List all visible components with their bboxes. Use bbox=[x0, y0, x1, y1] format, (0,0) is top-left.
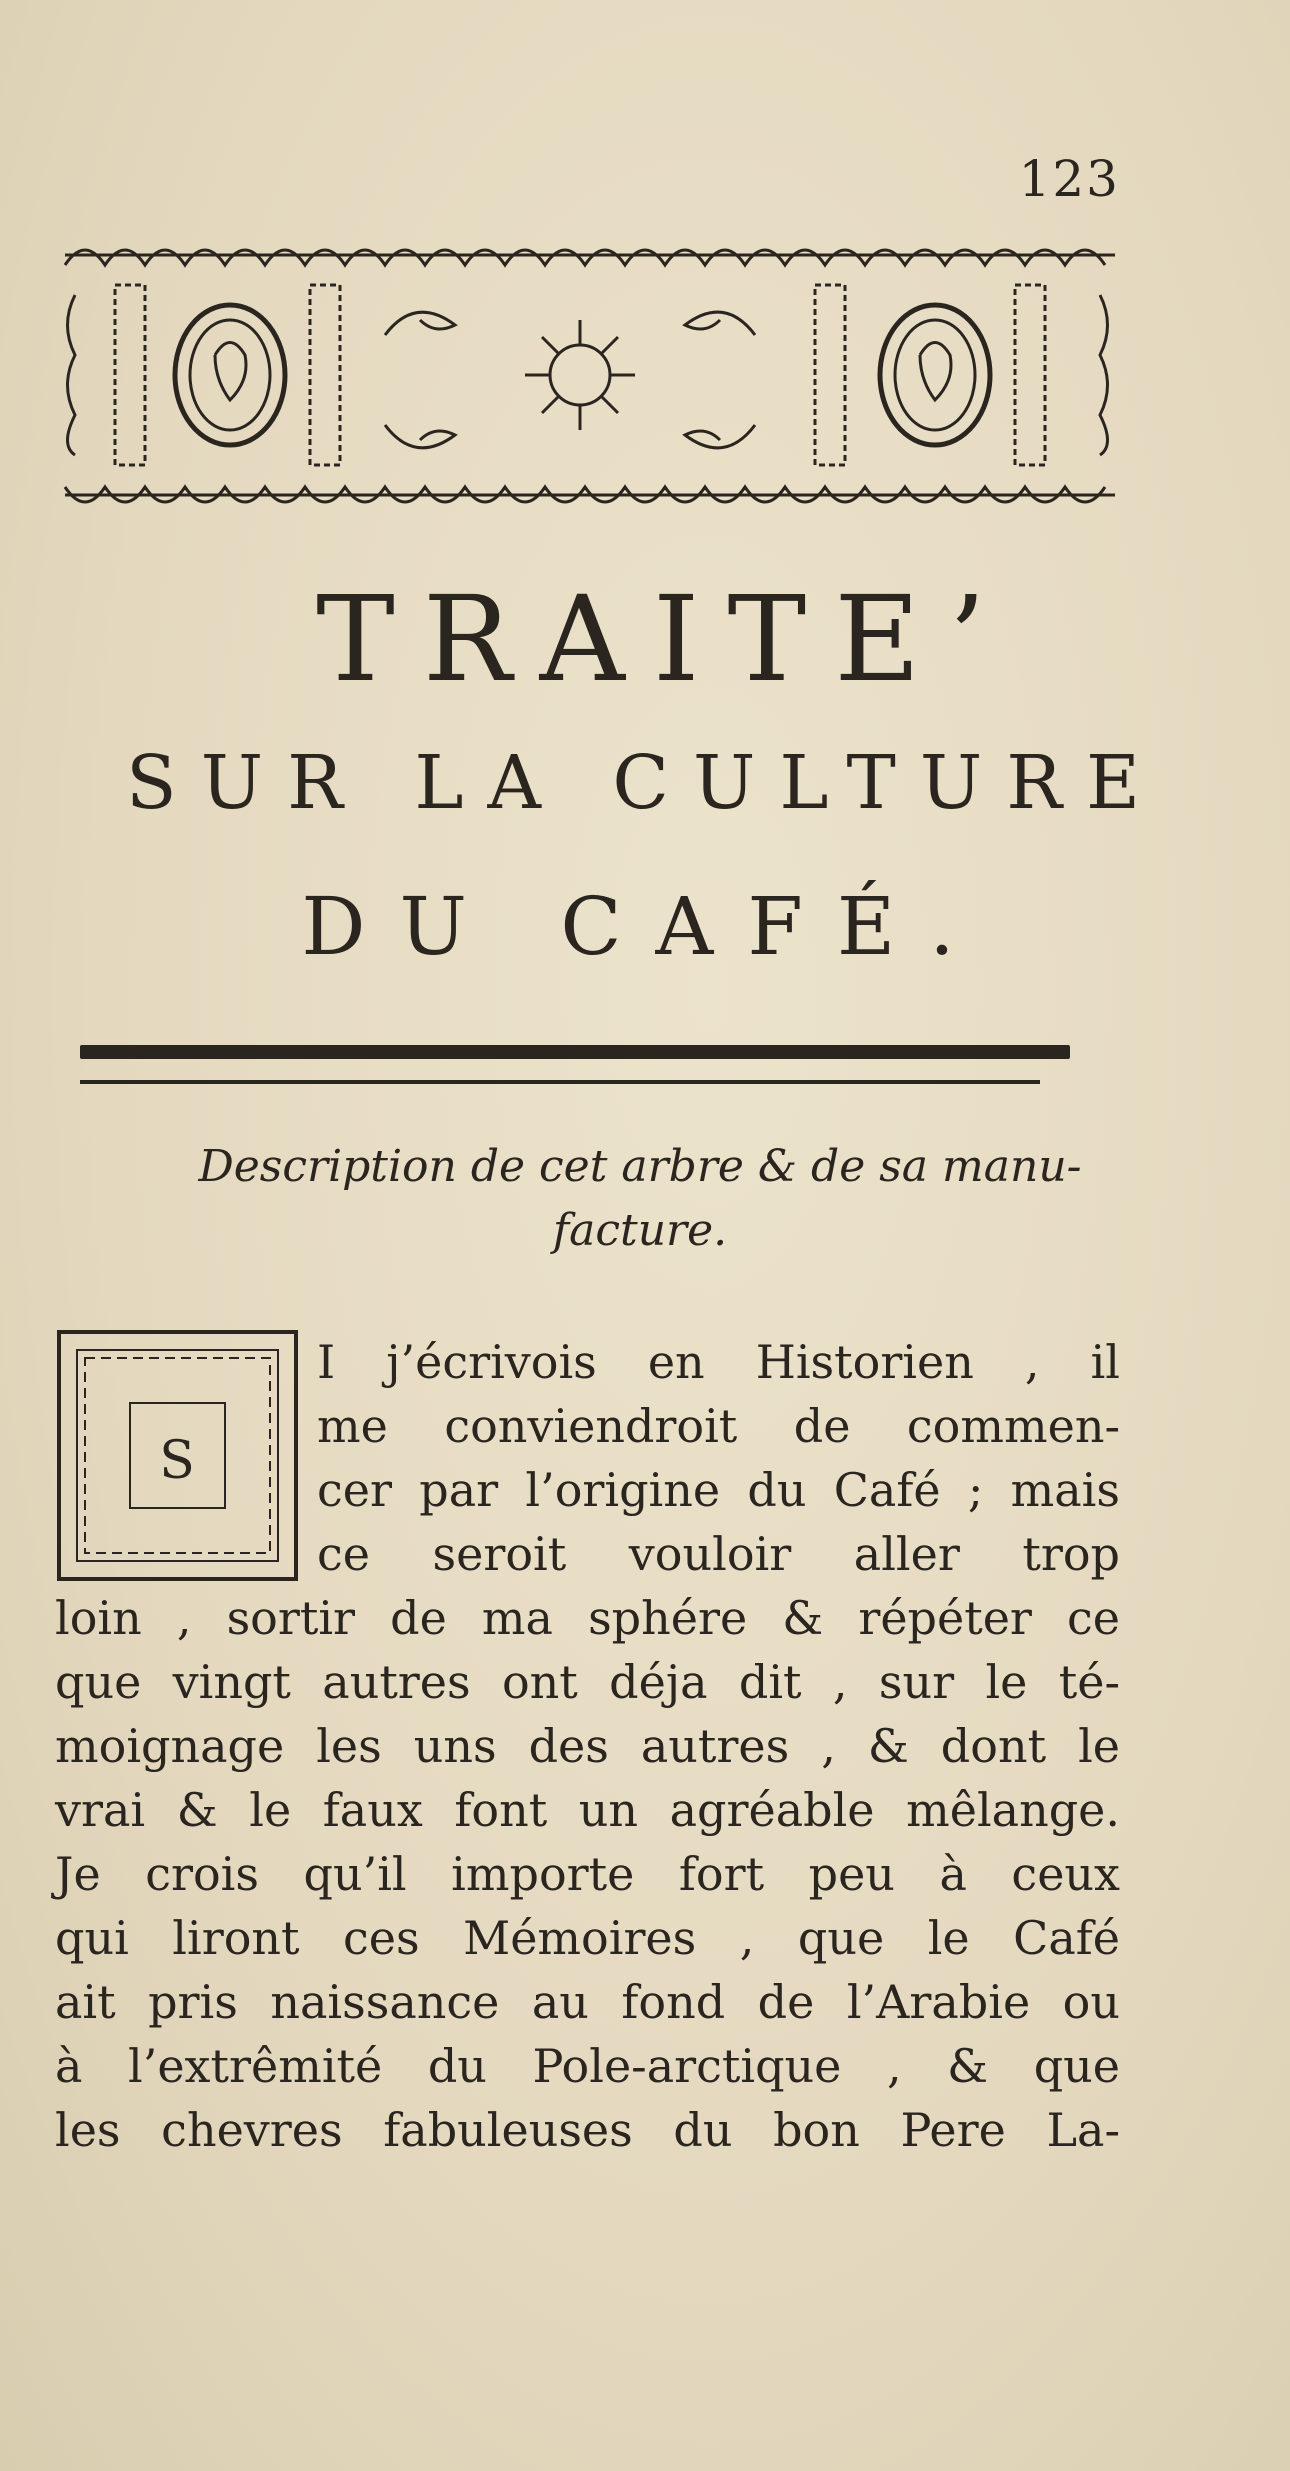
ornamental-headpiece bbox=[55, 225, 1125, 525]
body-line: I j’écrivois en Historien , il bbox=[317, 1335, 1120, 1389]
section-heading-line-1: Description de cet arbre & de sa manu- bbox=[198, 1141, 1082, 1192]
body-line: les chevres fabuleuses du bon Pere La- bbox=[55, 2103, 1120, 2157]
body-text bbox=[55, 1330, 1120, 2162]
subtitle: SUR LA CULTURE bbox=[126, 740, 1164, 826]
body-line: cer par l’origine du Café ; mais bbox=[317, 1463, 1120, 1517]
body-line: Je crois qu’il importe fort peu à ceux bbox=[55, 1847, 1120, 1901]
body-line: à l’extrêmité du Pole-arctique , & que bbox=[55, 2039, 1120, 2093]
section-heading bbox=[120, 1135, 1160, 1263]
body-line: ce seroit vouloir aller trop bbox=[317, 1527, 1120, 1581]
body-line: vrai & le faux font un agréable mêlange. bbox=[55, 1783, 1120, 1837]
thick-rule bbox=[80, 1045, 1070, 1059]
thin-rule bbox=[80, 1080, 1040, 1084]
page-number: 123 bbox=[1018, 150, 1120, 208]
body-line: qui liront ces Mémoires , que le Café bbox=[55, 1911, 1120, 1965]
subtitle-line-2: DU CAFÉ. bbox=[301, 880, 989, 973]
body-line: ait pris naissance au fond de l’Arabie ou bbox=[55, 1975, 1120, 2029]
body-line: me conviendroit de commen- bbox=[317, 1399, 1120, 1453]
drop-cap-letter: S bbox=[159, 1431, 195, 1491]
body-line: loin , sortir de ma sphére & répéter ce bbox=[55, 1591, 1120, 1645]
section-heading-line-2: facture. bbox=[552, 1205, 728, 1256]
body-line: que vingt autres ont déja dit , sur le té- bbox=[55, 1655, 1120, 1709]
body-line: moignage les uns des autres , & dont le bbox=[55, 1719, 1120, 1773]
title: TRAITE’ bbox=[316, 570, 1014, 708]
